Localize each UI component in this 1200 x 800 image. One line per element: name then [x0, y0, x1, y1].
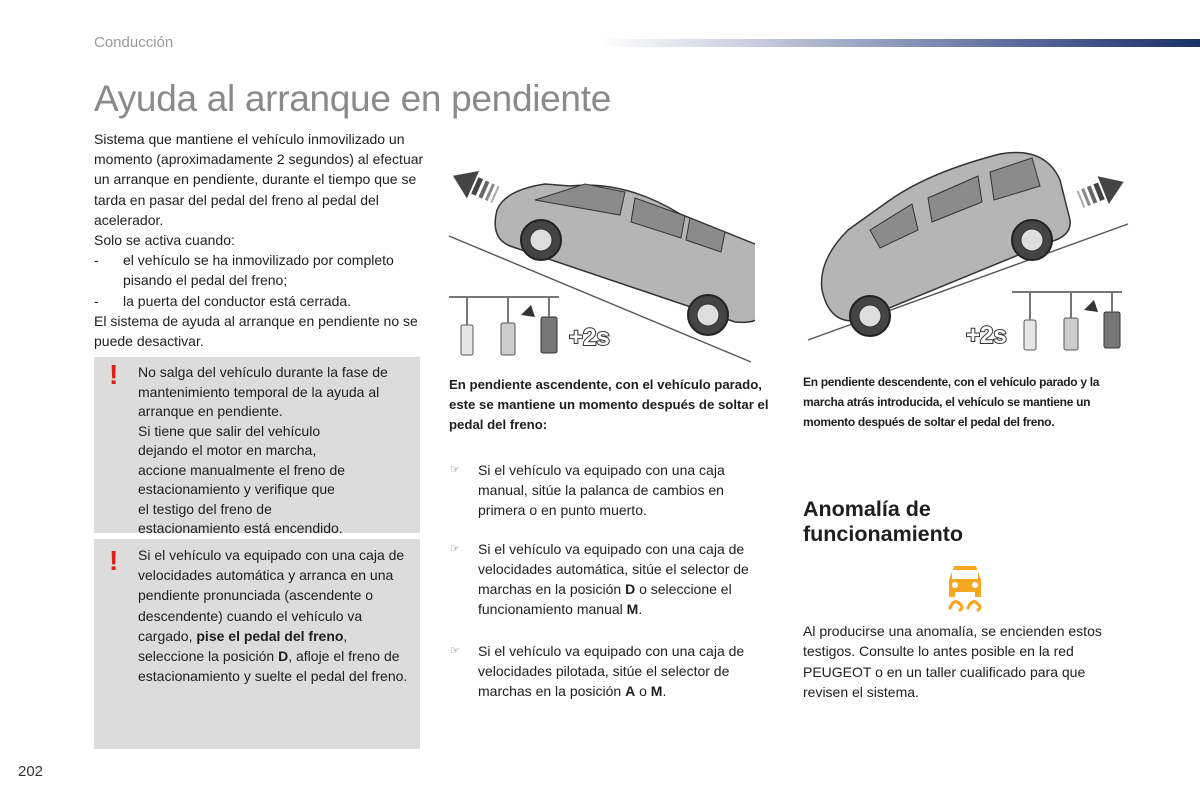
anomaly-heading-line-2: funcionamiento [803, 522, 964, 546]
page-number: 202 [18, 763, 44, 780]
warning-box-2 [94, 539, 420, 749]
section-label: Conducción [94, 34, 174, 51]
timer-label: +2s [966, 322, 1007, 349]
pedals-icon [449, 297, 559, 355]
bullet-text-part: Si el vehículo va equipado con una caja de velocidades automática, sitúe el selector de marchas en la posición [478, 541, 749, 597]
list-dash: - [94, 252, 99, 269]
warning-2-text: , afloje el freno de estacionamiento y suelte el pedal del freno. [138, 648, 408, 685]
bullet-text: Si el vehículo va equipado con una caja manual, sitúe la palanca de cambios en primera o en punto muerto. [478, 462, 725, 518]
skid-warning-icon [940, 560, 990, 612]
bullet-text-part: o [635, 683, 651, 699]
anomaly-heading [803, 497, 963, 547]
intro-text [94, 129, 424, 351]
warning-text-2 [138, 545, 410, 686]
anomaly-text: Al producirse una anomalía, se encienden estos testigos. Consulte lo antes posible en la red PEUGEOT o en un taller cualificado para que revisen el sistema. [803, 623, 1102, 700]
warning-1-line-2: Si tiene que salir del vehículo dejando el motor en marcha, accione manualmente el freno de estacionamiento y verifique que el testigo del freno de estacionamiento está encendido. [138, 422, 346, 536]
warning-box-1 [94, 357, 420, 536]
warning-icon: ! [109, 545, 119, 576]
bullet-text-part: Si el vehículo va equipado con una caja de velocidades pilotada, sitúe el selector de marchas en la posición [478, 643, 745, 699]
list-item-text: el vehículo se ha inmovilizado por completo pisando el pedal del freno; [123, 252, 394, 289]
downhill-arrow-icon [1074, 168, 1129, 213]
bullet-text [450, 641, 770, 701]
caption-uphill: En pendiente ascendente, con el vehículo parado, este se mantiene un momento después de soltar el pedal del freno: [449, 377, 769, 432]
intro-paragraph-2: Solo se activa cuando: [94, 232, 235, 249]
warning-2-bold: pise el pedal del freno [196, 627, 344, 644]
bullet-text [450, 539, 770, 619]
list-item [94, 291, 424, 311]
bullet-text-part: . [638, 601, 643, 617]
bullet-text-part: o seleccione el funcionamiento manual [478, 581, 732, 617]
bullet-bold: A [625, 683, 636, 699]
list-item-text: la puerta del conductor está cerrada. [123, 292, 352, 309]
bullet-item [450, 460, 770, 520]
uphill-arrow-icon [447, 162, 502, 209]
warning-2-text: Si el vehículo va equipado con una caja de velocidades automática y arranca en una pendiente pronunciada (ascendente o descendente) cuando el vehículo va cargado, [138, 547, 405, 644]
bullet-bold: D [625, 581, 636, 597]
bullet-bold: M [626, 601, 639, 617]
pointing-hand-icon: ☞ [450, 645, 460, 657]
page-title: Ayuda al arranque en pendiente [94, 78, 611, 119]
warning-text-1 [138, 363, 416, 539]
bullet-bold: M [650, 683, 663, 699]
warning-2-text: , seleccione la posición [138, 627, 348, 665]
warning-1-line-1: No salga del vehículo durante la fase de mantenimiento temporal de la ayuda al arranque en pendiente. [138, 364, 388, 419]
pointing-hand-icon: ☞ [450, 543, 460, 555]
uphill-van-illustration [445, 140, 755, 365]
anomaly-heading-line-1: Anomalía de [803, 497, 931, 521]
list-item [94, 250, 424, 290]
caption-downhill: En pendiente descendente, con el vehículo parado y la marcha atrás introducida, el vehículo se mantiene un momento después de soltar el pedal del freno. [803, 375, 1100, 429]
intro-paragraph-1: Sistema que mantiene el vehículo inmovilizado un momento (aproximadamente 2 segundos) al efectuar un arranque en pendiente, durante el tiempo que se tarda en pasar del pedal del freno al pedal del acelerador. [94, 131, 424, 228]
pointing-hand-icon: ☞ [450, 464, 460, 476]
illustration-uphill [445, 140, 755, 365]
bullet-item [450, 539, 770, 619]
bullet-text-part: . [662, 683, 667, 699]
illustration-downhill [800, 140, 1130, 365]
warning-2-bold: D [278, 648, 289, 665]
downhill-van-illustration [800, 140, 1130, 365]
bullet-item [450, 641, 770, 701]
header-bar [600, 39, 1200, 47]
pedals-icon [1012, 292, 1122, 350]
list-dash: - [94, 292, 99, 309]
timer-label: +2s [569, 324, 610, 351]
warning-icon: ! [109, 359, 119, 390]
intro-paragraph-3: El sistema de ayuda al arranque en pendiente no se puede desactivar. [94, 312, 418, 350]
